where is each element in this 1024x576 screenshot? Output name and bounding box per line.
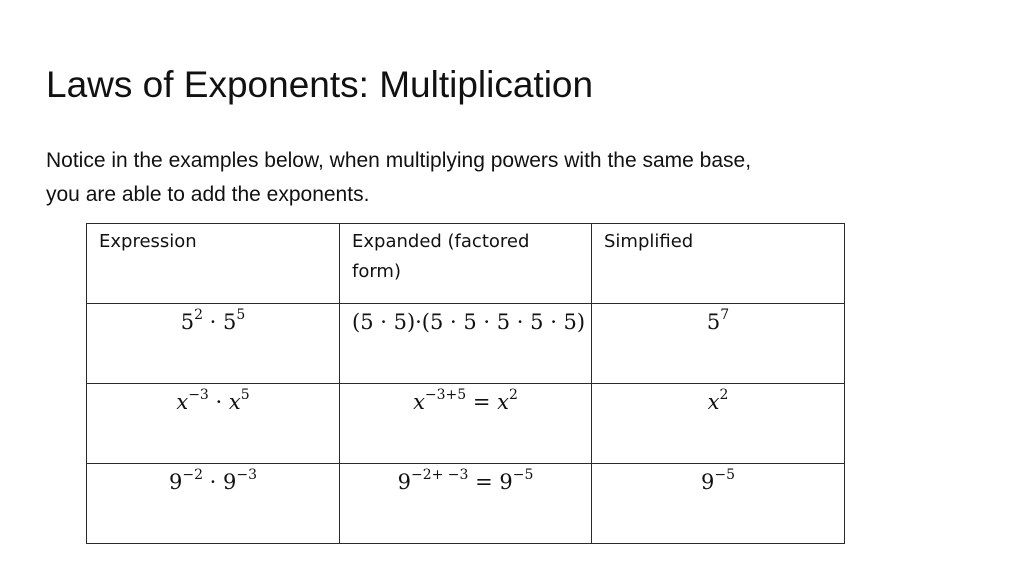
math-expanded: $x^{-3+5} = x^2$ bbox=[413, 387, 518, 414]
header-simplified: Simplified bbox=[592, 224, 845, 304]
intro-paragraph bbox=[46, 144, 976, 212]
math-expanded: $9^{-2+ -3} = 9^{-5}$ bbox=[397, 467, 534, 494]
header-expanded: Expanded (factored form) bbox=[340, 224, 592, 304]
math-expression: $x^{-3} \cdot x^5$ bbox=[176, 387, 250, 414]
math-expanded: (5 · 5)·(5 · 5 · 5 · 5 · 5) bbox=[352, 310, 586, 334]
intro-line-1: Notice in the examples below, when multiplying powers with the same base, bbox=[46, 149, 752, 172]
expression-cell bbox=[87, 384, 340, 464]
math-expression: $9^{-2} \cdot 9^{-3}$ bbox=[168, 467, 258, 494]
intro-line-2: you are able to add the exponents. bbox=[46, 183, 370, 206]
table-row bbox=[87, 304, 845, 384]
math-simplified: $9^{-5}$ bbox=[700, 467, 735, 494]
table-row bbox=[87, 384, 845, 464]
expanded-cell bbox=[340, 384, 592, 464]
expression-cell bbox=[87, 304, 340, 384]
math-simplified: $5^7$ bbox=[706, 307, 730, 334]
table-header-row bbox=[87, 224, 845, 304]
simplified-cell bbox=[592, 304, 845, 384]
expanded-cell bbox=[340, 464, 592, 544]
math-simplified: $x^2$ bbox=[707, 387, 729, 414]
header-expression: Expression bbox=[87, 224, 340, 304]
simplified-cell bbox=[592, 464, 845, 544]
expanded-cell bbox=[340, 304, 592, 384]
math-expression: $5^2 \cdot 5^5$ bbox=[180, 307, 246, 334]
expression-cell bbox=[87, 464, 340, 544]
exponent-examples-table bbox=[86, 223, 845, 544]
simplified-cell bbox=[592, 384, 845, 464]
slide-title: Laws of Exponents: Multiplication bbox=[46, 64, 594, 105]
table-row bbox=[87, 464, 845, 544]
